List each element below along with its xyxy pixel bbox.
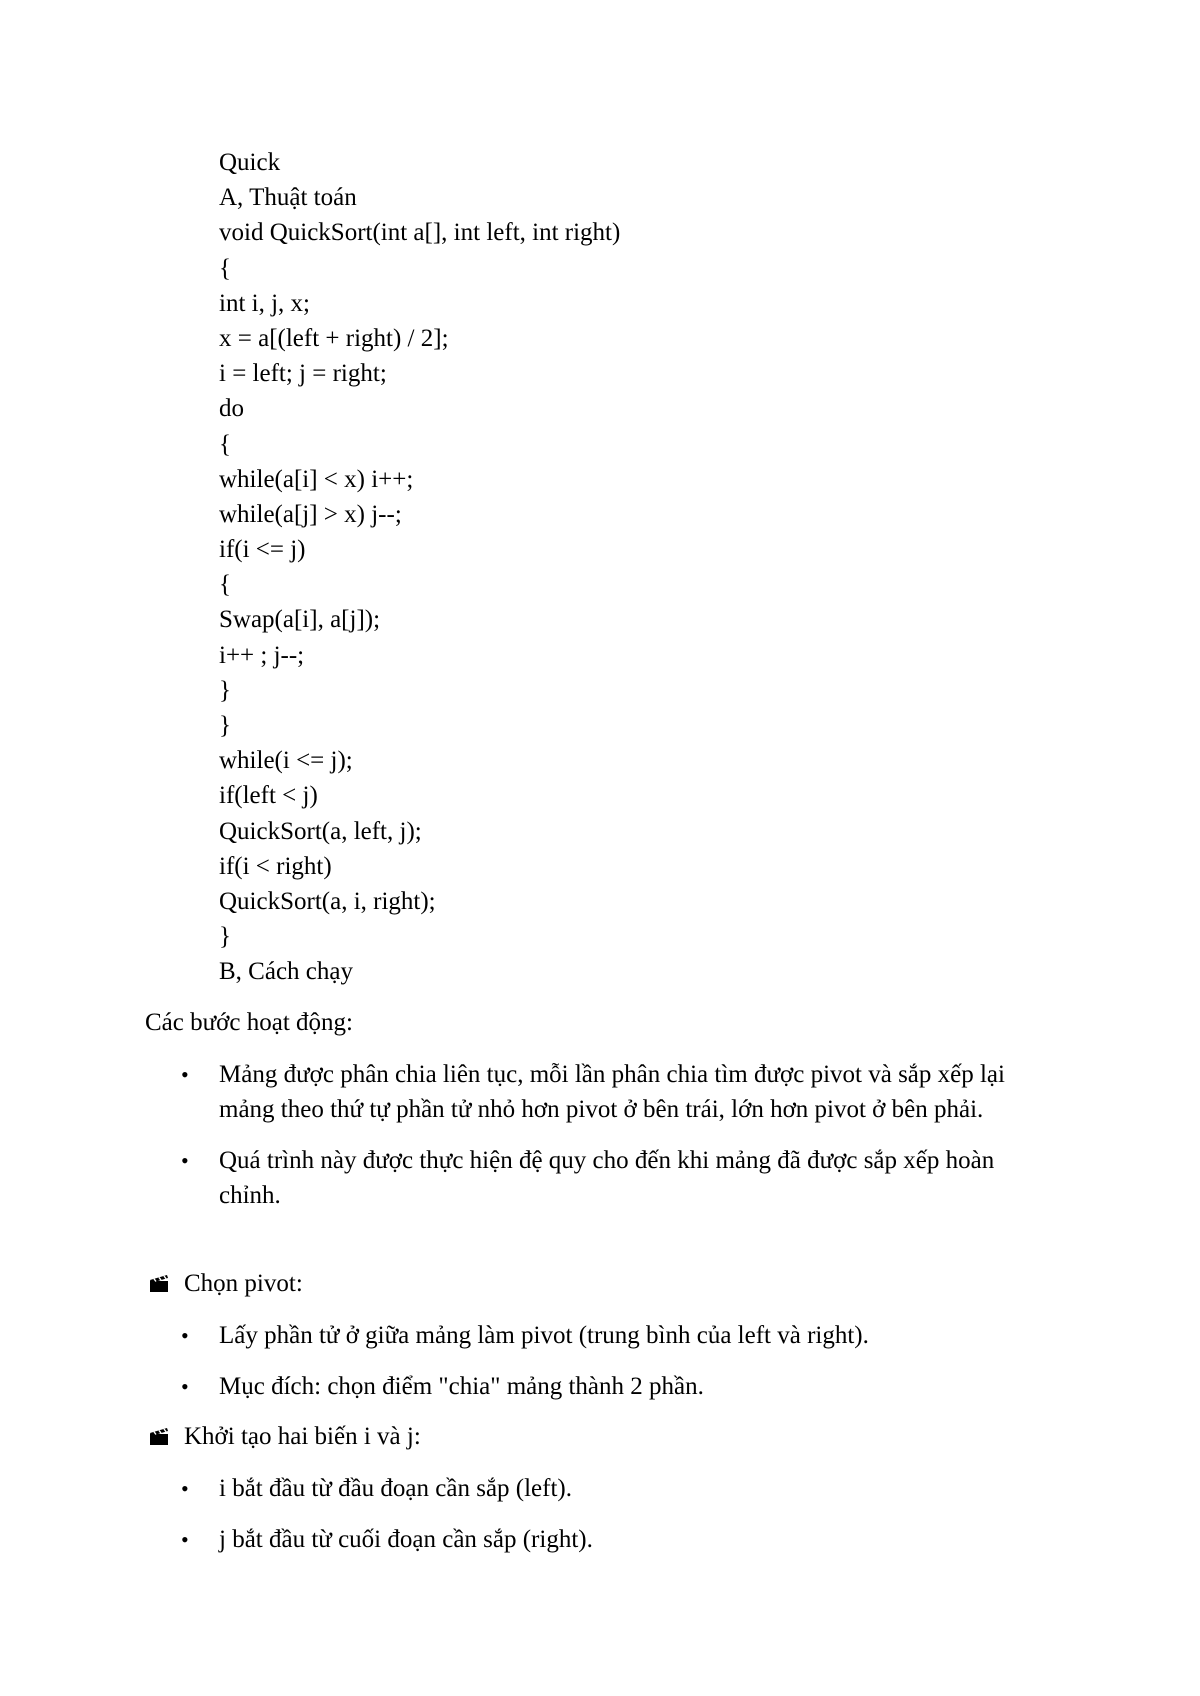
list-item (0, 1522, 1200, 1557)
bullet-dot: • (181, 1062, 189, 1087)
bullet-dot: • (181, 1476, 189, 1501)
clapperboard-icon (148, 1426, 170, 1446)
code-line: QuickSort(a, i, right); (219, 887, 436, 915)
list-item (0, 1318, 1200, 1353)
bullet-dot: • (181, 1527, 189, 1552)
list-item-text: Mục đích: chọn điểm "chia" mảng thành 2 phần. (219, 1373, 704, 1400)
list-item-text: i bắt đầu từ đầu đoạn cần sắp (left). (219, 1475, 573, 1502)
code-line: while(i <= j); (219, 747, 353, 775)
code-line: } (219, 923, 231, 951)
code-block (219, 145, 620, 990)
code-line: { (219, 571, 231, 599)
code-line: B, Cách chạy (219, 958, 353, 986)
code-line: while(a[i] < x) i++; (219, 465, 414, 493)
code-line: int i, j, x; (219, 289, 310, 317)
list-item (0, 1471, 1200, 1506)
bullet-dot: • (181, 1374, 189, 1399)
code-line: A, Thuật toán (219, 184, 357, 212)
code-line: Swap(a[i], a[j]); (219, 606, 381, 634)
list-item-text: j bắt đầu từ cuối đoạn cần sắp (right). (219, 1526, 593, 1553)
steps-list (0, 1057, 1200, 1229)
bullet-dot: • (181, 1148, 189, 1173)
code-line: if(left < j) (219, 782, 318, 810)
code-line: void QuickSort(int a[], int left, int right) (219, 219, 621, 247)
code-line: Quick (219, 149, 281, 176)
list-item-text: Quá trình này được thực hiện đệ quy cho đến khi mảng đã được sắp xếp hoàn chỉnh. (219, 1147, 995, 1209)
list-item-text: Mảng được phân chia liên tục, mỗi lần phân chia tìm được pivot và sắp xếp lại mảng theo thứ tự phần tử nhỏ hơn pivot ở bên trái, lớn hơn pivot ở bên phải. (219, 1061, 1005, 1123)
code-line: while(a[j] > x) j--; (219, 500, 402, 528)
code-line: if(i < right) (219, 852, 332, 880)
steps-title: Các bước hoạt động: (145, 1009, 353, 1036)
code-line: { (219, 430, 231, 458)
init-list (0, 1471, 1200, 1573)
code-line: if(i <= j) (219, 536, 306, 564)
code-line: x = a[(left + right) / 2]; (219, 324, 449, 352)
clapperboard-icon (148, 1273, 170, 1293)
code-line: QuickSort(a, left, j); (219, 817, 422, 845)
list-item-text: Lấy phần tử ở giữa mảng làm pivot (trung bình của left và right). (219, 1322, 869, 1349)
pivot-list (0, 1318, 1200, 1420)
code-line: } (219, 712, 231, 739)
pivot-heading-text: Chọn pivot: (184, 1270, 303, 1297)
code-line: i = left; j = right; (219, 360, 387, 388)
bullet-dot: • (181, 1323, 189, 1348)
list-item (0, 1143, 1200, 1213)
code-line: do (219, 395, 244, 423)
list-item (0, 1057, 1200, 1127)
code-line: { (219, 254, 231, 282)
code-line: } (219, 676, 231, 704)
pivot-heading (148, 1266, 303, 1301)
list-item (0, 1369, 1200, 1404)
init-heading (148, 1419, 421, 1454)
code-line: i++ ; j--; (219, 641, 305, 669)
init-heading-text: Khởi tạo hai biến i và j: (184, 1423, 421, 1450)
